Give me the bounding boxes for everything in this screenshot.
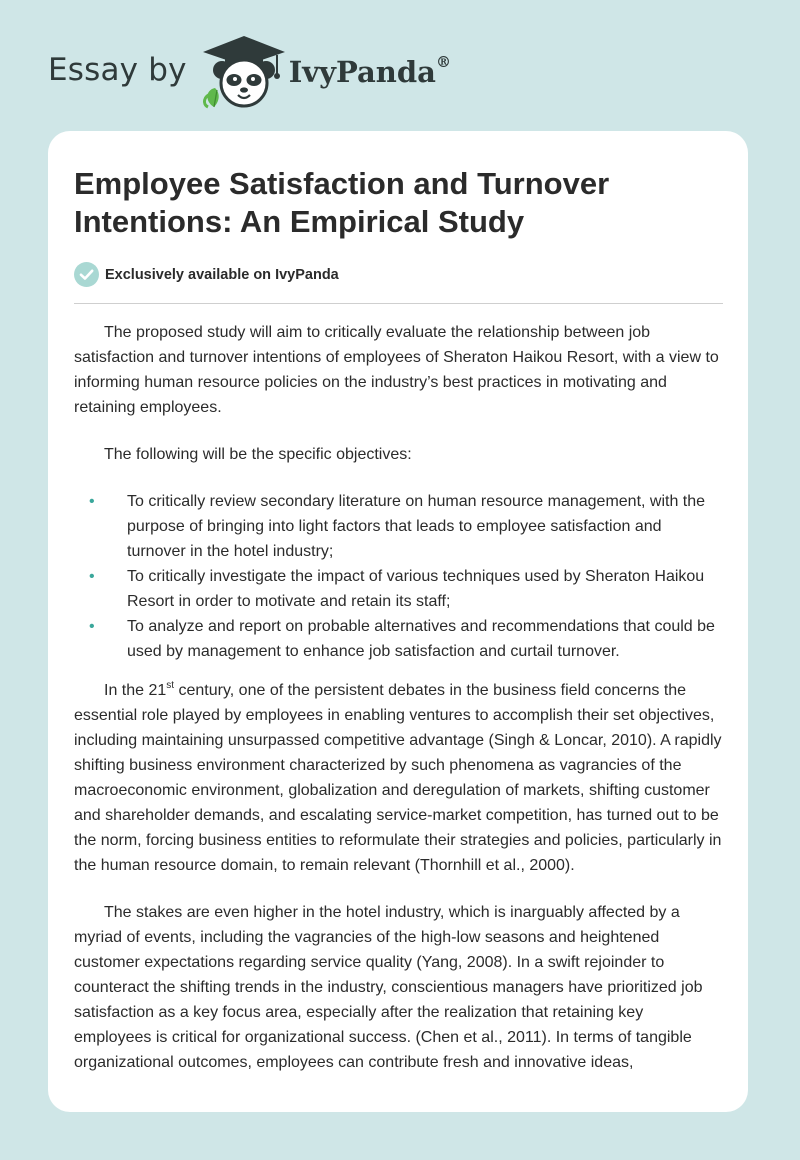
- exclusive-badge: [74, 262, 339, 287]
- objectives-list: [74, 489, 723, 664]
- bullet-dot: •: [89, 618, 95, 635]
- brand-text: IvyPanda: [288, 55, 436, 89]
- site-header: [48, 30, 451, 110]
- paragraph-century-start: In the 21: [104, 682, 167, 699]
- ordinal-suffix: st: [166, 679, 175, 691]
- essay-title: Employee Satisfaction and Turnover Intentions: An Empirical Study: [74, 166, 610, 239]
- list-item: [74, 489, 723, 564]
- objective-text: To analyze and report on probable alternatives and recommendations that could be used by management to enhance job satisfaction and curtail turnover.: [127, 618, 715, 660]
- objective-text: To critically investigate the impact of various techniques used by Sheraton Haikou Resort in order to motivate and retain its staff;: [127, 568, 705, 610]
- registered-mark: ®: [435, 53, 451, 72]
- list-item: [74, 614, 723, 664]
- essay-body: [74, 320, 723, 1085]
- paragraph-century: [74, 678, 723, 878]
- divider: [74, 303, 723, 304]
- essay-by-label: Essay by: [48, 52, 187, 88]
- bullet-dot: •: [89, 493, 95, 510]
- paragraph-century-rest: century, one of the persistent debates in the business field concerns the essential role played by employees in enabling ventures to accomplish their set objectives, including maintaining unsurpassed competitive advantage (Singh & Loncar, 2010). A rapidly shifting business environment characterized by such phenomena as vagrancies of the macroeconomic environment, globalization and deregulation of markets, shifting customer and shareholder demands, and escalating service-market competition, has turned out to be the norm, forcing business entities to reformulate their strategies and policies, particularly in the human resource domain, to remain relevant (Thornhill et al., 2000).: [74, 682, 722, 874]
- objective-text: To critically review secondary literature on human resource management, with the purpose of bringing into light factors that leads to employee satisfaction and turnover in the hotel industry;: [127, 493, 706, 560]
- badge-text: Exclusively available on IvyPanda: [105, 266, 339, 283]
- panda-graduate-icon[interactable]: [201, 30, 287, 110]
- paragraph-objectives-lead: The following will be the specific objectives:: [104, 446, 412, 463]
- essay-card: [48, 131, 748, 1112]
- bullet-dot: •: [89, 568, 95, 585]
- checkmark-icon: [74, 262, 99, 287]
- brand-name[interactable]: [289, 55, 451, 89]
- list-item: [74, 564, 723, 614]
- paragraph-intro: The proposed study will aim to critically evaluate the relationship between job satisfaction and turnover intentions of employees of Sheraton Haikou Resort, with a view to informing human resource policies on the industry’s best practices in motivating and retaining employees.: [74, 324, 719, 416]
- paragraph-hotel-industry: The stakes are even higher in the hotel industry, which is inarguably affected by a myriad of events, including the vagrancies of the high-low seasons and heightened customer expectations regarding service quality (Yang, 2008). In a swift rejoinder to counteract the shifting trends in the industry, conscientious managers have prioritized job satisfaction as a key focus area, especially after the realization that retaining key employees is critical for organizational success. (Chen et al., 2011). In terms of tangible organizational outcomes, employees can contribute fresh and innovative ideas,: [74, 904, 703, 1071]
